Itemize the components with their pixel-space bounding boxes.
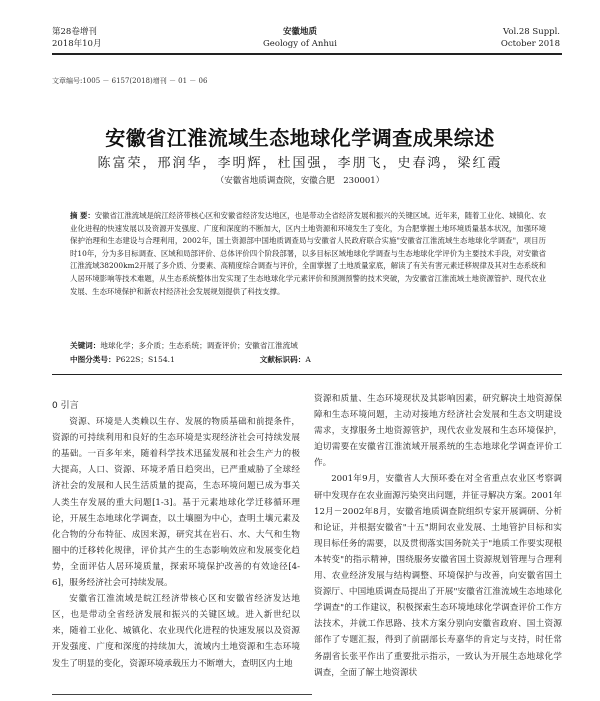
header-volume-cn: 第28卷增刊 bbox=[52, 27, 97, 37]
article-number: 文章编号:1005 － 6157(2018)增刊 － 01 － 06 bbox=[52, 77, 208, 85]
clc-value: P622S；S154.1 bbox=[115, 355, 175, 364]
header-date-cn: 2018年10月 bbox=[52, 39, 102, 49]
doc-code-label: 文献标识码： bbox=[259, 355, 306, 364]
author-list: 陈富荣，邢润华，李明辉，杜国强，李朋飞，史春鸿，梁红霞 bbox=[97, 156, 503, 171]
header-journal-cn: 安徽地质 bbox=[282, 27, 317, 37]
doc-code-value: A bbox=[305, 355, 311, 364]
affiliation: （安徽省地质调查院，安徽合肥 230001） bbox=[215, 176, 385, 186]
header-journal-en: Geology of Anhui bbox=[263, 39, 337, 49]
footnote-rule bbox=[52, 694, 312, 695]
section-heading: 0 引言 bbox=[52, 401, 79, 411]
header-volume-en: Vol.28 Suppl. bbox=[502, 27, 560, 37]
abstract-rule bbox=[52, 374, 562, 375]
clc-label: 中图分类号： bbox=[70, 355, 116, 364]
right-paragraph-2: 2001年9月，安徽省人大预环委在对全省重点农业区考察调研中发现存在农业面源污染突出问题，并征寻解决方案。2001年12月－2002年8月，安徽省地质调查院组织专家开展调研、分析和论证，并根据安徽省"十五"期间农业发展、土地管护目标和实现目标任务的需要，以及贯彻落实国务院关于"地质工作要实现根本转变"的指示精神，围绕服务安徽省国土资源规划管理与合理利用、农业经济发展与结构调整、环境保护与改善，向安徽省国土资源厅、中国地质调查局提出了开展"安徽省江淮流域生态地球化学调查"的工作建议，积极探索生态环境地球化学调查评价工作方法技术，并就工作思路、技术方案分别向安徽省政府、国土资源部作了专题汇报，得到了前副部长寿嘉华的肯定与支持，时任常务副省长张平作出了重要批示指示，一致认为开展生态地球化学调查，全面了解土地资源状 bbox=[314, 474, 562, 678]
keywords-line bbox=[70, 340, 546, 352]
left-paragraph-1: 资源、环境是人类赖以生存、发展的物质基础和前提条件，资源的可持续利用和良好的生态环境是实现经济社会可持续发展的基础。一百多年来，随着科学技术迅猛发展和社会生产力的极大提高，人口、资源、环境矛盾日趋突出，已严重威胁了全球经济社会的发展和人民生活质量的提高，生态环境问题已成为事关人类生存发展的重大问题[1-3]。基于元素地球化学迁移循环理论，开展生态地球化学调查，以土壤圈为中心，查明土壤元素及化合物的分布特征、成因来源，研究其在岩石、水、大气和生物圈中的迁移转化规律，评价其产生的生态影响效应和发展变化趋势，全面评估人居环境质量，探索环境保护改善的有效途径[4-6]，服务经济社会可持续发展。 bbox=[52, 417, 300, 589]
header-date-en: October 2018 bbox=[500, 39, 560, 49]
left-paragraph-2: 安徽省江淮流域是皖江经济带核心区和安徽省经济发达地区，也是带动全省经济发展和振兴的关键区域。进入新世纪以来，随着工业化、城镇化、农业现代化进程的快速发展以及资源开发强度、广度和深度的持续加大，流域内土地资源和生态环境发生了明显的变化，资源环境承载压力不断增大，查明区内土地 bbox=[52, 594, 300, 669]
keywords-text: 地球化学；多介质；生态系统；调查评价；安徽省江淮流域 bbox=[100, 341, 298, 350]
abstract-label: 摘 要： bbox=[70, 211, 95, 220]
abstract bbox=[70, 210, 546, 298]
abstract-text: 安徽省江淮流域是皖江经济带核心区和安徽省经济发达地区，也是带动全省经济发展和振兴的关键区域。近年来，随着工业化、城镇化、农业化进程的快速发展以及资源开发强度、广度和深度的不断加大，区内土地资源和环境发生了变化，为合肥掌握土地环境质量基本状况，加强环境保护治理和生态建设与合理利用，2002年，国土资源部中国地质调查局与安徽省人民政府联合实施"安徽省江淮流域生态地球化学调查"，项目历时10年，分为多目标调查、区域和局部评价、总体评价四个阶段部署，以多目标区域地球化学调查与生态地球化学评价为主要技术手段，对安徽省江淮流域38200km2开展了多介质、分要素、高精度综合调查与评价，全面掌握了土地质量家底，解读了有关有害元素迁移规律及其对生态系统和人居环境影响等技术难题，从生态系统整体出发实现了生态地球化学元素评价和预测预警的技术突破，为安徽省江淮流域土地资源管护、现代农业发展、生态环境保护和新农村经济社会发展规划提供了科技支撑。 bbox=[70, 211, 546, 296]
header-rule bbox=[52, 53, 562, 55]
page-title: 安徽省江淮流域生态地球化学调查成果综述 bbox=[105, 126, 495, 150]
body-left-column bbox=[52, 398, 300, 672]
classification-line bbox=[70, 354, 546, 366]
right-paragraph-1: 资源和质量、生态环境现状及其影响因素，研究解决土地资源保障和生态环境问题，主动对接地方经济社会发展和生态文明建设需求，支撑服务土地资源管护，现代农业发展和生态环境保护，迫切需要在安徽省江淮流域开展系统的生态地球化学调查评价工作。 bbox=[314, 394, 562, 469]
body-right-column bbox=[314, 391, 562, 681]
keywords-label: 关键词： bbox=[70, 341, 101, 350]
